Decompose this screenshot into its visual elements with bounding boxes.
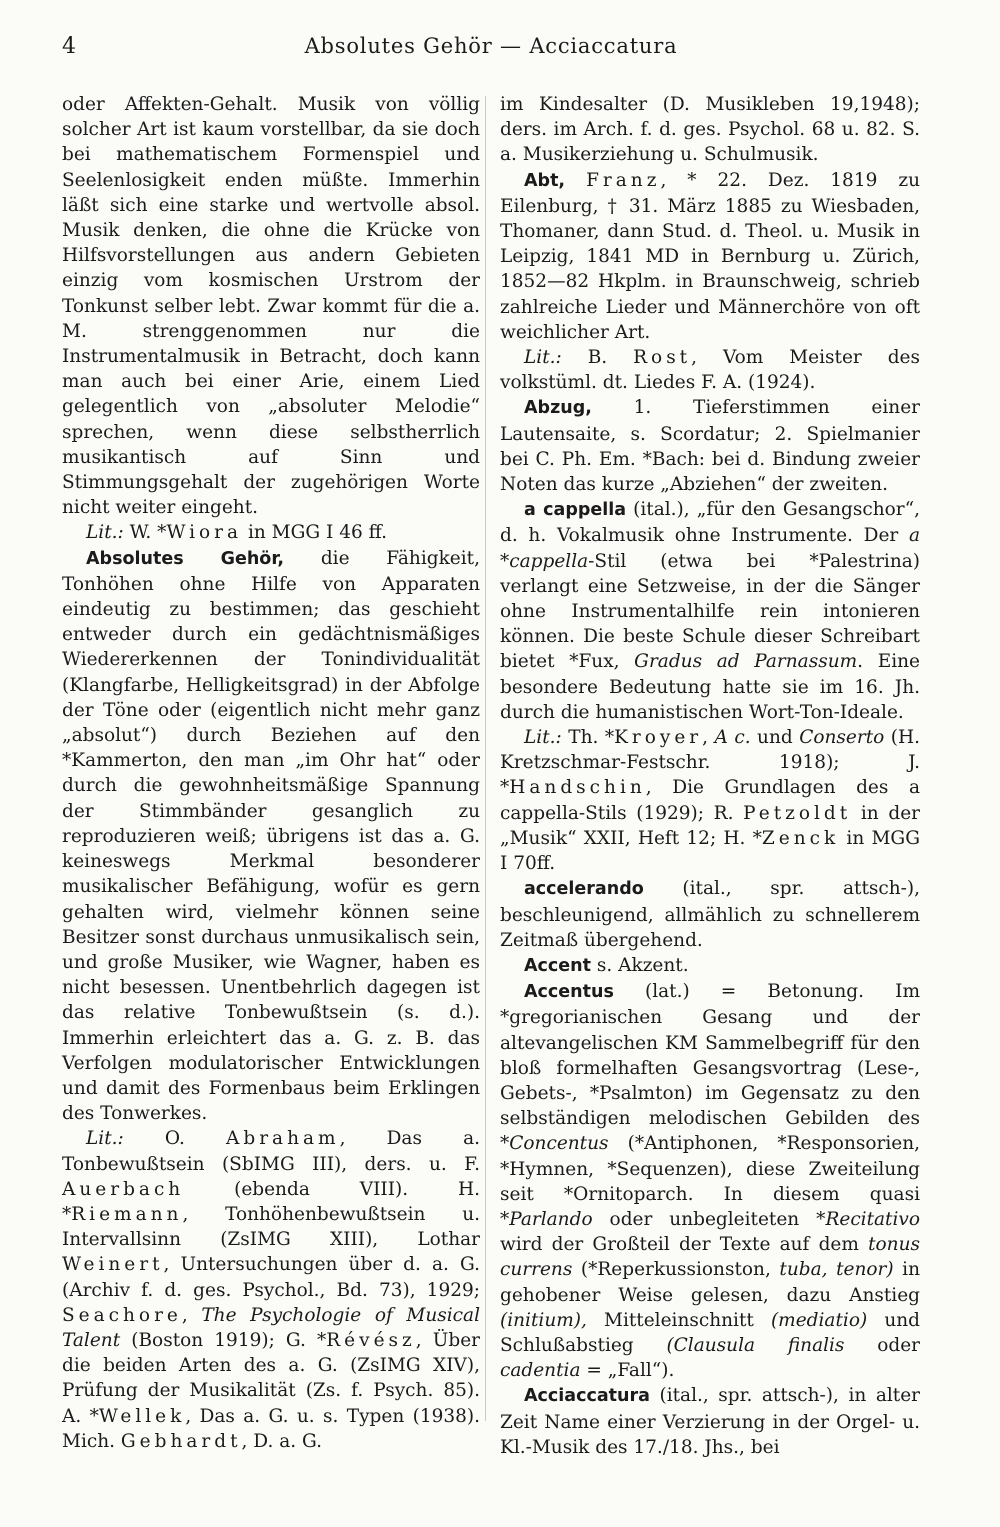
headword: Absolutes Gehör, [86, 548, 285, 569]
entry-a-cappella: a cappella (ital.), „für den Gesangschor“, d. h. Vokalmusik ohne Instrumente. Der a *cappella-Stil (etwa bei *Palestrina) verlangt eine Setzweise, in der die Sänger ohne Instrumentalhilfe rein intonieren können. Die beste Schule dieser Schreibart bietet *Fux, Gradus ad Parnassum. Eine besondere Bedeutung hatte sie im 16. Jh. durch die humanistischen Wort-Ton-Ideale. [500, 499, 920, 723]
lit-label: Lit.: [86, 1128, 124, 1150]
literature-wiora: Lit.: W. *Wiora in MGG I 46 ff. [86, 522, 388, 544]
entry-accelerando: accelerando (ital., spr. attsch-), beschleunigend, allmählich zu schnellerem Zeitmaß übergehend. [500, 878, 920, 951]
left-column [62, 92, 480, 1454]
lit-label: Lit.: [524, 727, 562, 749]
headword: a cappella [524, 500, 627, 521]
headword: Acciaccatura [524, 1386, 650, 1407]
entry-acciaccatura: Acciaccatura (ital., spr. attsch-), in alter Zeit Name einer Verzierung in der Orgel- u. Kl.-Musik des 17./18. Jhs., bei [500, 1385, 920, 1458]
lit-label: Lit.: [86, 522, 124, 544]
entry-text: die Fähigkeit, Tonhöhen ohne Hilfe von Apparaten eindeutig zu bestimmen; das geschieht entweder durch ein gedächtnismäßiges Wiedererkennen der Tonindividualität (Klangfarbe, Helligkeitsgrad) in der Abfolge der Töne oder (eigentlich nicht mehr ganz „absolut“) durch Beziehen auf den *Kammerton, den man „im Ohr hat“ oder durch die gewohnheitsmäßige Spannung der Stimmbänder gesanglich zu reproduzieren weiß; übrigens ist das a. G. keineswegs Merkmal besonderer musikalischer Befähigung, wofür es gern gehalten wird, vielmehr können seine Besitzer sonst durchaus unmusikalisch sein, und große Musiker, wie Wagner, haben es nicht besessen. Unentbehrlich dagegen ist das relative Tonbewußtsein (s. d.). Immerhin erleichtert das a. G. z. B. das Verfolgen modulatorischer Entwicklungen und damit des Formenbaus beim Erklingen des Tonwerkes. [62, 547, 480, 1125]
author-name: Wiora [166, 522, 243, 544]
entry-accent: Accent s. Akzent. [524, 954, 689, 976]
page-header [62, 34, 920, 66]
entry-abzug: Abzug, 1. Tieferstimmen einer Lautensaite, s. Scordatur; 2. Spielmanier bei C. Ph. Em. *Bach: bei d. Bindung zweier Noten das kurze „Abziehen“ der zweiten. [500, 397, 920, 496]
absolute-music-continuation: oder Affekten-Gehalt. Musik von völlig solcher Art ist kaum vorstellbar, da sie doch bei mathematischem Formenspiel und Seelenlosigkeit enden müßte. Immerhin läßt sich eine starke und wertvolle absol. Musik denken, die ohne die Krücke von Hilfsvorstellungen aus andern Gebieten einzig vom kosmischen Urstrom der Tonkunst selber lebt. Zwar kommt für die a. M. strenggenommen nur die Instrumentalmusik in Betracht, doch kann man auch bei einer Arie, einem Lied gelegentlich von „absoluter Melodie“ sprechen, wenn diese selbstherrlich musikantisch auf Sinn und Stimmungsgehalt der zugehörigen Worte nicht weiter eingeht. [62, 94, 480, 519]
headword: Accentus [524, 982, 614, 1003]
headword: accelerando [524, 879, 644, 900]
literature-continuation: im Kindesalter (D. Musikleben 19,1948); ders. im Arch. f. d. ges. Psychol. 68 u. 82. S. a. Musikerziehung u. Schulmusik. [500, 94, 920, 166]
running-title: Absolutes Gehör — Acciaccatura [304, 34, 678, 58]
right-column [500, 92, 920, 1460]
page-number: 4 [62, 34, 76, 59]
entry-abt: Abt, Franz, * 22. Dez. 1819 zu Eilenburg, † 31. März 1885 zu Wiesbaden, Thomaner, dann Stud. d. Theol. u. Musik in Leipzig, 1841 MD in Bernburg u. Zürich, 1852—82 Hkplm. in Braunschweig, schrieb zahlreiche Lieder und Männerchöre von oft weichlicher Art. [500, 169, 921, 343]
literature-absolutes-gehoer: Lit.: O. Abraham, Das a. Tonbewußtsein (SbIMG III), ders. u. F. Auerbach (ebenda VIII). H. *Riemann, Tonhöhenbewußtsein u. Intervallsinn (ZsIMG XIII), Lothar Weinert, Untersuchungen über d. a. G. (Archiv f. d. ges. Psychol., Bd. 73), 1929; Seachore, The Psychologie of Musical Talent (Boston 1919); G. *Révész, Über die beiden Arten des a. G. (ZsIMG XIV), Prüfung der Musikalität (Zs. f. Psych. 85). A. *Wellek, Das a. G. u. s. Typen (1938). Mich. Gebhardt, D. a. G. [62, 1128, 481, 1452]
headword: Abzug, [524, 398, 592, 419]
entry-accentus: Accentus (lat.) = Betonung. Im *gregorianischen Gesang und der altevangelischen KM Sammelbegriff für den bloß formelhaften Gesangsvortrag (Lese-, Gebets-, *Psalmton) im Gegensatz zu den selbständigen melodischen Gebilden des *Concentus (*Antiphonen, *Responsorien, *Hymnen, *Sequenzen), diese Zweiteilung seit *Ornitoparch. In diesem quasi *Parlando oder unbegleiteten *Recitativo wird der Großteil der Texte auf dem tonus currens (*Reperkussionston, tuba, tenor) in gehobener Weise gelesen, dazu Anstieg (initium), Mitteleinschnitt (mediatio) und Schlußabstieg (Clausula finalis oder cadentia = „Fall“). [500, 981, 921, 1382]
lit-label: Lit.: [524, 347, 562, 369]
column-divider [485, 96, 486, 1421]
literature-abt: Lit.: B. Rost, Vom Meister des volkstüml. dt. Liedes F. A. (1924). [500, 347, 920, 394]
entry-absolutes-gehoer [62, 546, 480, 1127]
headword: Abt, [524, 170, 566, 191]
literature-a-cappella: Lit.: Th. *Kroyer, A c. und Conserto (H. Kretzschmar-Festschr. 1918); J. *Handschin, Die Grundlagen des a cappella-Stils (1929); R. Petzoldt in der „Musik“ XXII, Heft 12; H. *Zenck in MGG I 70ff. [500, 727, 920, 875]
headword: Accent [524, 955, 591, 976]
